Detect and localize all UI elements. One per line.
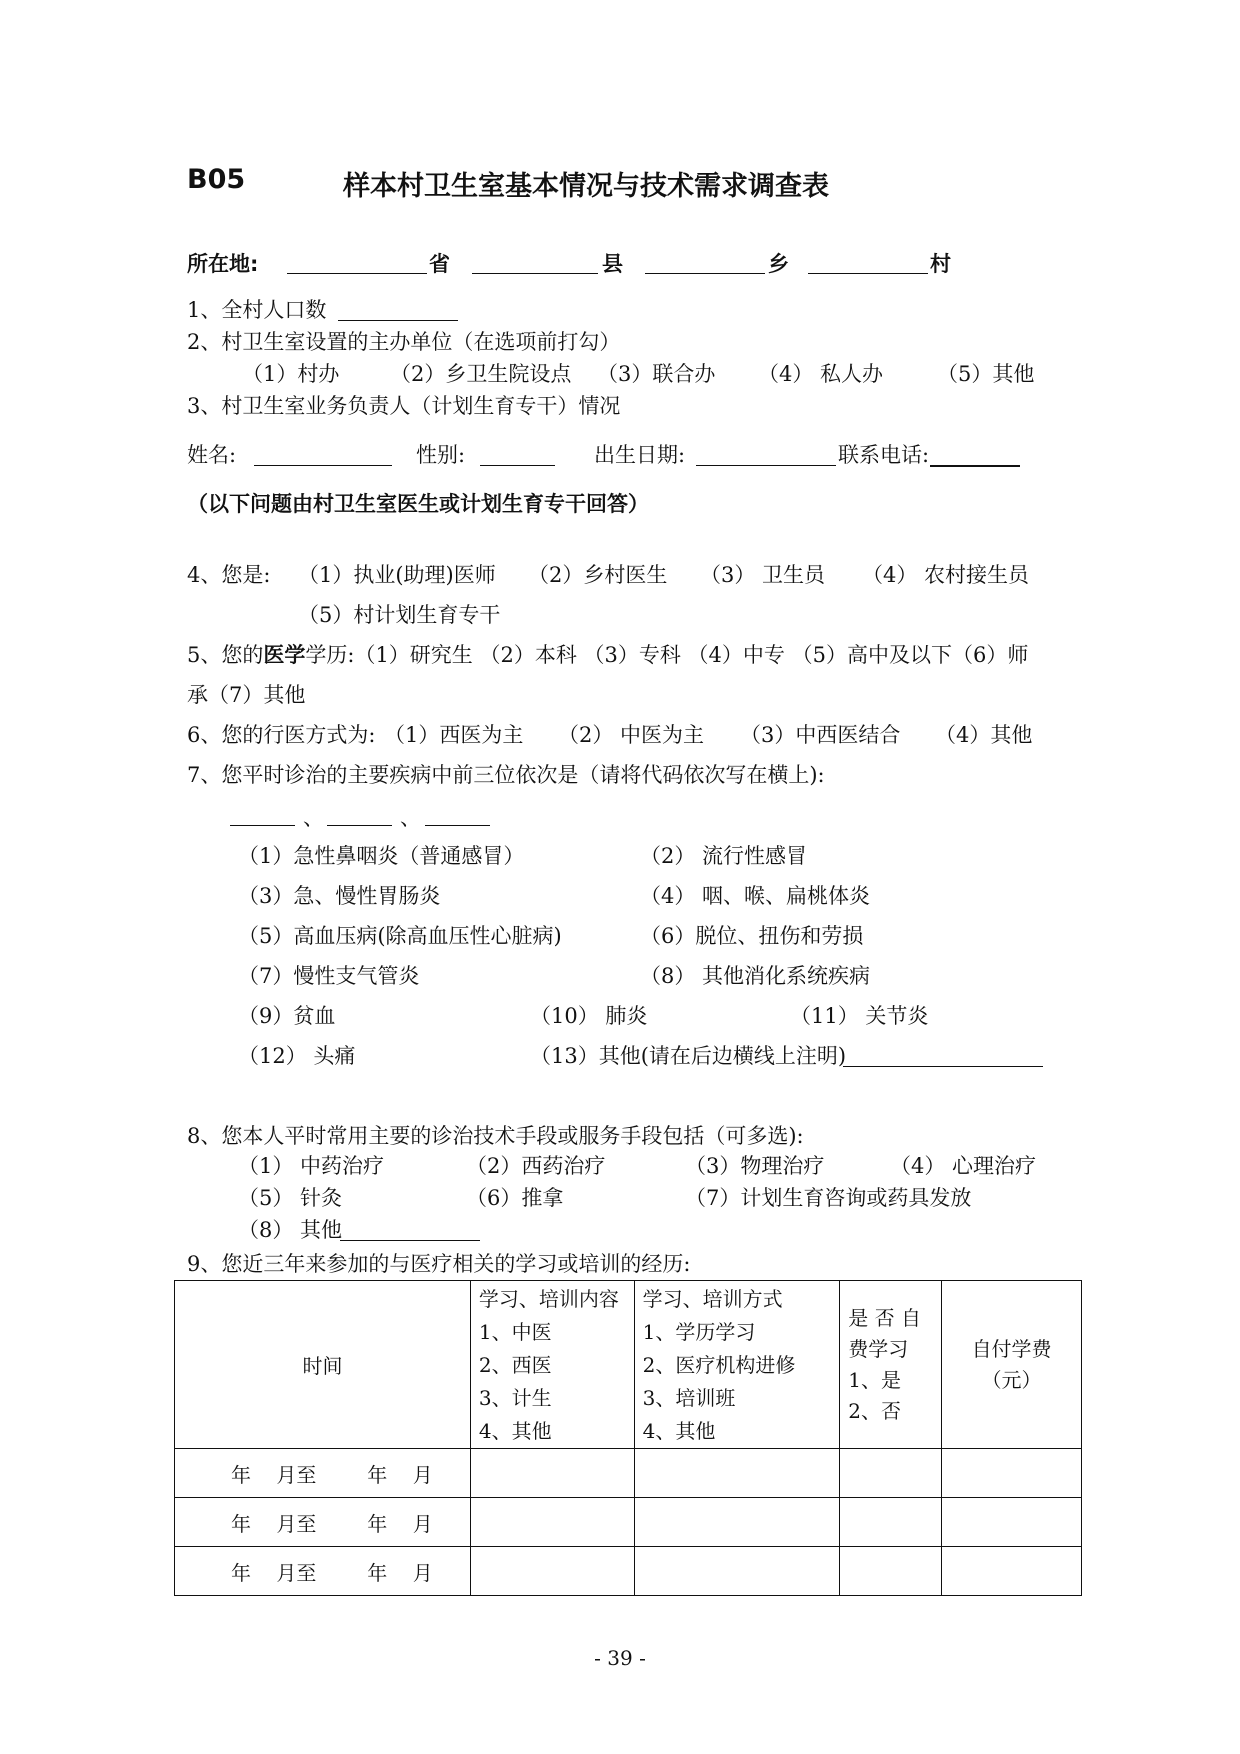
header-fee-line: （元） <box>981 1367 1042 1392</box>
header-method <box>634 1281 840 1449</box>
self-paid-cell[interactable] <box>840 1498 942 1547</box>
q8-option[interactable]: （8） 其他 <box>238 1218 343 1242</box>
table-row <box>175 1498 1082 1547</box>
disease-option: （7）慢性支气管炎 <box>238 964 420 988</box>
location-label: 所在地: <box>187 252 259 276</box>
q8-option[interactable]: （2）西药治疗 <box>466 1154 606 1178</box>
q9-text: 9、您近三年来参加的与医疗相关的学习或培训的经历: <box>187 1252 691 1276</box>
q8-option[interactable]: （4） 心理治疗 <box>890 1154 1037 1178</box>
content-cell[interactable] <box>470 1449 634 1498</box>
content-cell[interactable] <box>470 1547 634 1596</box>
fee-cell[interactable] <box>942 1547 1082 1596</box>
q4-option[interactable]: （2）乡村医生 <box>528 563 668 587</box>
header-method-line: 1、学历学习 <box>642 1320 756 1344</box>
name-field[interactable] <box>254 441 392 466</box>
method-cell[interactable] <box>634 1547 840 1596</box>
q4-option[interactable]: （4） 农村接生员 <box>862 563 1030 587</box>
header-self-line: 2、否 <box>848 1398 901 1423</box>
disease-option: （3）急、慢性胃肠炎 <box>238 884 441 908</box>
q2-option[interactable]: （1）村办 <box>242 362 340 386</box>
fee-cell[interactable] <box>942 1449 1082 1498</box>
q6-option[interactable]: （3）中西医结合 <box>740 723 901 747</box>
rank-separator: 、 <box>303 806 324 830</box>
q6-text: 6、您的行医方式为: <box>187 723 376 747</box>
province-field[interactable] <box>287 249 427 274</box>
header-content-line: 3、计生 <box>478 1386 552 1410</box>
header-self-paid <box>840 1281 942 1449</box>
q6-option[interactable]: （4）其他 <box>935 723 1033 747</box>
disease-option: （4） 咽、喉、扁桃体炎 <box>640 884 871 908</box>
fee-cell[interactable] <box>942 1498 1082 1547</box>
county-field[interactable] <box>472 249 598 274</box>
disease-option: （10） 肺炎 <box>530 1004 648 1028</box>
province-label: 省 <box>429 252 450 276</box>
q8-option[interactable]: （1） 中药治疗 <box>238 1154 385 1178</box>
q5-bold: 医学 <box>263 643 306 667</box>
q5-suffix: 学历:（1）研究生 （2）本科 （3）专科 （4）中专 （5）高中及以下（6）师 <box>305 643 1029 667</box>
header-fee <box>942 1281 1082 1449</box>
header-content-line: 学习、培训内容 <box>478 1287 619 1311</box>
header-method-line: 4、其他 <box>642 1419 716 1443</box>
page-number: - 39 - <box>594 1646 646 1670</box>
disease-option: （11） 关节炎 <box>790 1004 929 1028</box>
training-table <box>174 1280 1082 1596</box>
q8-option[interactable]: （3）物理治疗 <box>685 1154 825 1178</box>
self-paid-cell[interactable] <box>840 1449 942 1498</box>
q5-line2: 承（7）其他 <box>187 683 306 707</box>
header-method-line: 2、医疗机构进修 <box>642 1353 796 1377</box>
village-field[interactable] <box>808 249 928 274</box>
q2-option[interactable]: （3）联合办 <box>597 362 716 386</box>
header-self-line: 费学习 <box>848 1336 909 1361</box>
other-disease-field[interactable] <box>843 1042 1043 1067</box>
rank-separator: 、 <box>400 806 421 830</box>
q4-option[interactable]: （3） 卫生员 <box>700 563 826 587</box>
disease-option: （1）急性鼻咽炎（普通感冒） <box>238 844 525 868</box>
q4-option[interactable]: （1）执业(助理)医师 <box>298 563 496 587</box>
method-cell[interactable] <box>634 1498 840 1547</box>
header-content <box>470 1281 634 1449</box>
disease-option: （9）贫血 <box>238 1004 336 1028</box>
header-method-line: 3、培训班 <box>642 1386 736 1410</box>
village-label: 村 <box>930 252 951 276</box>
table-row <box>175 1547 1082 1596</box>
q6-option[interactable]: （1）西医为主 <box>384 723 524 747</box>
header-content-line: 4、其他 <box>478 1419 552 1443</box>
disease-option: （13）其他(请在后边横线上注明) <box>530 1044 847 1068</box>
header-content-line: 2、西医 <box>478 1353 552 1377</box>
disease-option: （2） 流行性感冒 <box>640 844 808 868</box>
township-label: 乡 <box>768 252 789 276</box>
county-label: 县 <box>602 252 623 276</box>
birth-field[interactable] <box>696 441 836 466</box>
q8-text: 8、您本人平时常用主要的诊治技术手段或服务手段包括（可多选): <box>187 1124 804 1148</box>
q6-option[interactable]: （2） 中医为主 <box>558 723 705 747</box>
header-self-line: 是 否 自 <box>848 1305 921 1330</box>
q3-text: 3、村卫生室业务负责人（计划生育专干）情况 <box>187 394 621 418</box>
q4-text: 4、您是: <box>187 563 271 587</box>
disease-option: （8） 其他消化系统疾病 <box>640 964 871 988</box>
q5-text <box>187 641 1028 669</box>
disease-option: （5）高血压病(除高血压性心脏病) <box>238 924 562 948</box>
gender-field[interactable] <box>480 441 555 466</box>
header-method-line: 学习、培训方式 <box>642 1287 783 1311</box>
page-title: 样本村卫生室基本情况与技术需求调查表 <box>343 171 829 202</box>
q2-option[interactable]: （5）其他 <box>937 362 1035 386</box>
q2-option[interactable]: （2）乡卫生院设点 <box>390 362 572 386</box>
form-code: B05 <box>187 164 246 195</box>
disease-rank-3-field[interactable] <box>425 801 490 826</box>
time-cell: 年 月至 年 月 <box>175 1498 471 1547</box>
population-field[interactable] <box>338 296 458 321</box>
name-label: 姓名: <box>187 443 237 467</box>
q2-text: 2、村卫生室设置的主办单位（在选项前打勾） <box>187 330 621 354</box>
content-cell[interactable] <box>470 1498 634 1547</box>
method-cell[interactable] <box>634 1449 840 1498</box>
gender-label: 性别: <box>416 443 466 467</box>
q8-option[interactable]: （7）计划生育咨询或药具发放 <box>685 1186 972 1210</box>
phone-field[interactable] <box>930 441 1020 467</box>
disease-rank-2-field[interactable] <box>327 801 392 826</box>
disease-option: （12） 头痛 <box>238 1044 356 1068</box>
answer-note: （以下问题由村卫生室医生或计划生育专干回答） <box>187 492 649 516</box>
disease-option: （6）脱位、扭伤和劳损 <box>640 924 864 948</box>
table-header-row <box>175 1281 1082 1449</box>
header-content-line: 1、中医 <box>478 1320 552 1344</box>
q8-option[interactable]: （6）推拿 <box>466 1186 564 1210</box>
self-paid-cell[interactable] <box>840 1547 942 1596</box>
table-row <box>175 1449 1082 1498</box>
header-fee-line: 自付学费 <box>971 1336 1052 1361</box>
q2-option[interactable]: （4） 私人办 <box>758 362 884 386</box>
header-self-line: 1、是 <box>848 1367 901 1392</box>
disease-rank-1-field[interactable] <box>230 801 295 826</box>
other-method-field[interactable] <box>340 1216 480 1241</box>
q1-text: 1、全村人口数 <box>187 298 327 322</box>
q4-option[interactable]: （5）村计划生育专干 <box>298 603 501 627</box>
phone-label: 联系电话: <box>838 443 930 467</box>
header-time: 时间 <box>175 1281 471 1449</box>
time-cell: 年 月至 年 月 <box>175 1547 471 1596</box>
q5-prefix: 5、您的 <box>187 643 264 667</box>
birth-label: 出生日期: <box>594 443 686 467</box>
township-field[interactable] <box>645 249 765 274</box>
q8-option[interactable]: （5） 针灸 <box>238 1186 343 1210</box>
time-cell: 年 月至 年 月 <box>175 1449 471 1498</box>
q7-text: 7、您平时诊治的主要疾病中前三位依次是（请将代码依次写在横上): <box>187 763 825 787</box>
